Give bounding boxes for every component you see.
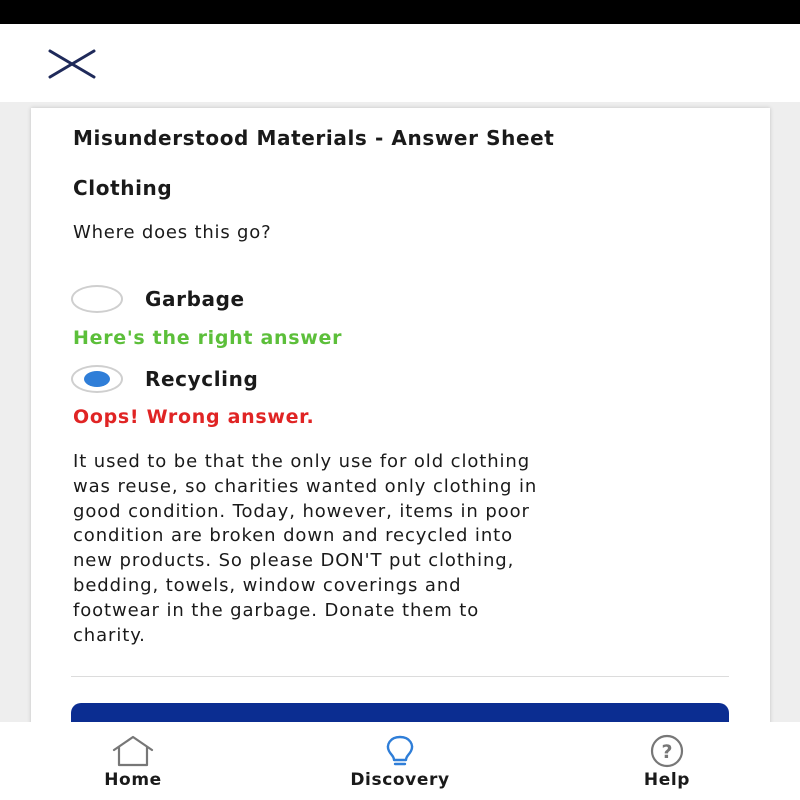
option-label: Recycling bbox=[145, 367, 259, 391]
divider bbox=[71, 676, 729, 677]
explanation-line: charity. bbox=[73, 624, 146, 646]
close-button[interactable] bbox=[44, 44, 100, 84]
answer-card bbox=[31, 108, 770, 728]
nav-label-home: Home bbox=[104, 770, 162, 790]
top-bar bbox=[0, 24, 800, 102]
radio-recycling[interactable] bbox=[71, 365, 123, 393]
item-name: Clothing bbox=[73, 176, 173, 200]
svg-text:?: ? bbox=[661, 741, 673, 763]
close-icon bbox=[46, 49, 98, 79]
nav-item-home[interactable] bbox=[63, 722, 203, 800]
lightbulb-icon bbox=[378, 734, 422, 768]
option-recycling[interactable] bbox=[71, 365, 258, 393]
wrong-answer-label: Oops! Wrong answer. bbox=[73, 406, 315, 428]
status-bar bbox=[0, 0, 800, 24]
bottom-nav bbox=[0, 722, 800, 800]
option-garbage[interactable] bbox=[71, 285, 245, 313]
explanation-line: It used to be that the only use for old clothing bbox=[73, 451, 531, 472]
radio-garbage[interactable] bbox=[71, 285, 123, 313]
explanation-line: new products. So please DON'T put clothing, bbox=[73, 550, 515, 572]
nav-item-discovery[interactable] bbox=[330, 722, 470, 800]
nav-item-help[interactable] bbox=[597, 722, 737, 800]
explanation-text bbox=[73, 450, 723, 648]
option-label: Garbage bbox=[145, 287, 245, 311]
help-icon bbox=[645, 734, 689, 768]
explanation-line: good condition. Today, however, items in poor bbox=[73, 500, 530, 522]
explanation-line: footwear in the garbage. Donate them to bbox=[73, 599, 480, 621]
nav-label-help: Help bbox=[643, 770, 691, 790]
question-text: Where does this go? bbox=[73, 222, 272, 243]
explanation-line: condition are broken down and recycled into bbox=[73, 525, 514, 547]
home-icon bbox=[111, 734, 155, 768]
page-title: Misunderstood Materials - Answer Sheet bbox=[73, 126, 555, 150]
nav-label-discovery: Discovery bbox=[350, 770, 450, 790]
radio-selected-dot bbox=[84, 371, 110, 387]
explanation-line: was reuse, so charities wanted only clothing in bbox=[73, 475, 538, 497]
explanation-line: bedding, towels, window coverings and bbox=[73, 574, 462, 596]
right-answer-label: Here's the right answer bbox=[73, 327, 343, 349]
